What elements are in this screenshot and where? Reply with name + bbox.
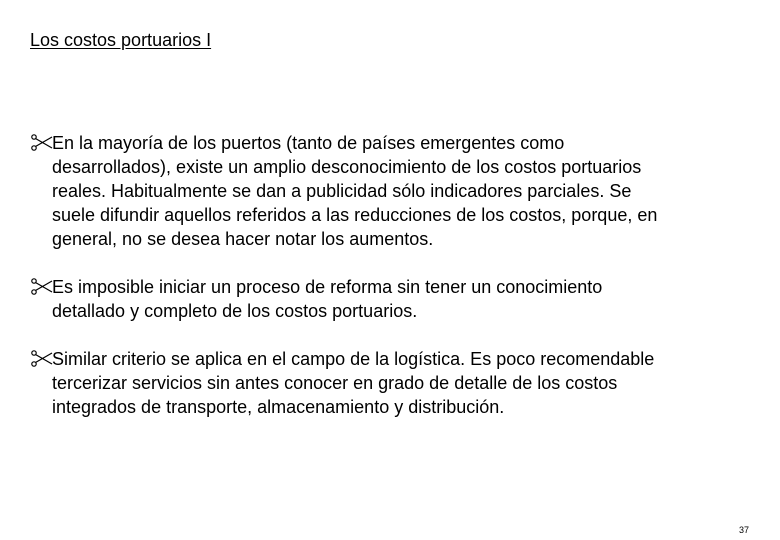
scissors-icon	[30, 131, 60, 155]
bullet-line: Similar criterio se aplica en el campo de la logística. Es poco recomendable	[52, 349, 655, 369]
bullet-list	[30, 131, 750, 443]
bullet-line: desarrollados), existe un amplio desconocimiento de los costos portuarios	[52, 157, 642, 177]
bullet-line: suele difundir aquellos referidos a las reducciones de los costos, porque, en	[52, 205, 658, 225]
bullet-line: En la mayoría de los puertos (tanto de países emergentes como	[52, 133, 565, 153]
page-number: 37	[738, 525, 749, 535]
bullet-item	[30, 131, 750, 251]
bullet-line: tercerizar servicios sin antes conocer en grado de detalle de los costos	[52, 373, 618, 393]
bullet-line: detallado y completo de los costos portuarios.	[52, 301, 418, 321]
bullet-line: Es imposible iniciar un proceso de reforma sin tener un conocimiento	[52, 277, 603, 297]
slide-title: Los costos portuarios I	[30, 30, 212, 50]
bullet-item	[30, 275, 750, 323]
bullet-line: integrados de transporte, almacenamiento y distribución.	[52, 397, 505, 417]
bullet-line: general, no se desea hacer notar los aumentos.	[52, 229, 434, 249]
scissors-icon	[30, 347, 60, 371]
bullet-line: reales. Habitualmente se dan a publicidad sólo indicadores parciales. Se	[52, 181, 632, 201]
scissors-icon	[30, 275, 60, 299]
bullet-item	[30, 347, 750, 419]
